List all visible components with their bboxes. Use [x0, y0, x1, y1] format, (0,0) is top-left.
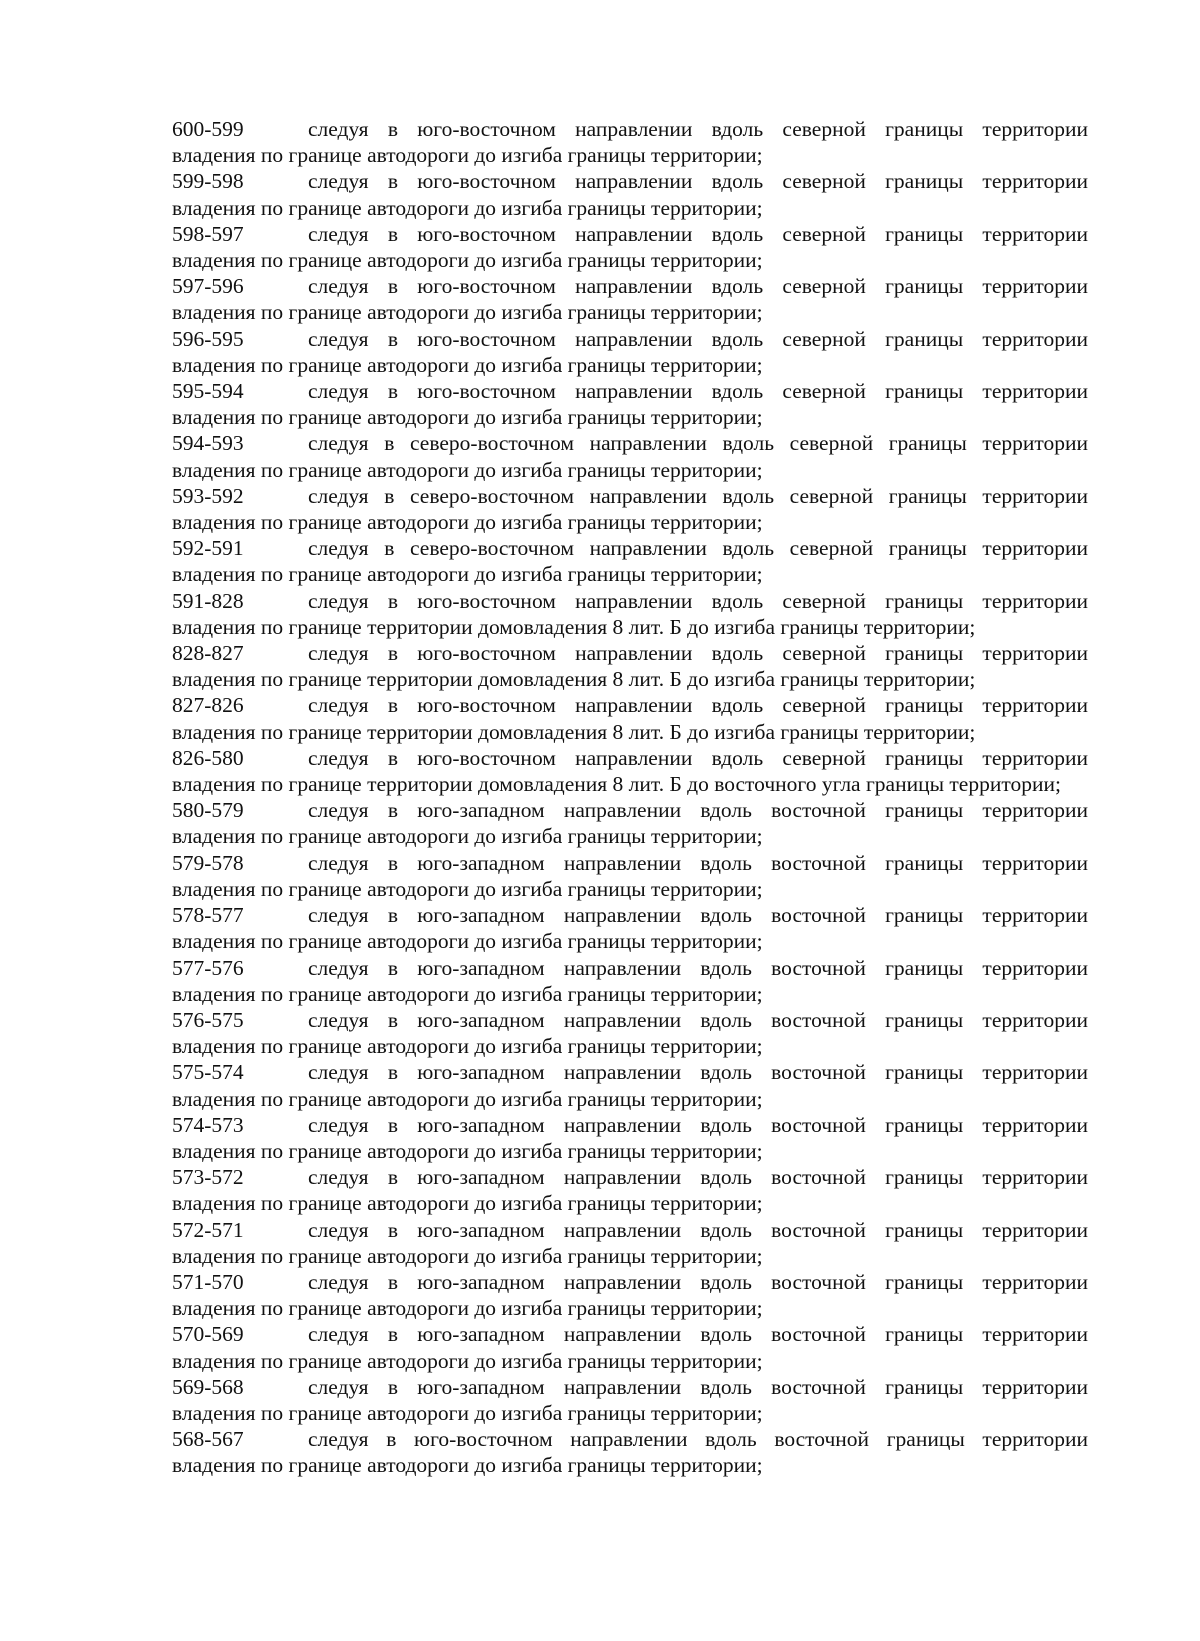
segment-description-rest: владения по границе автодороги до изгиба границы территории; [172, 981, 763, 1006]
boundary-entry-14 [172, 850, 1088, 902]
segment-code: 580-579 [172, 798, 244, 823]
segment-code: 593-592 [172, 483, 244, 508]
segment-code: 595-594 [172, 379, 244, 404]
segment-description-lead: следуя в юго-западном направлении вдоль восточной границы территории [308, 850, 1088, 875]
segment-description-lead: следуя в юго-западном направлении вдоль восточной границы территории [308, 1269, 1088, 1294]
boundary-entry-11 [172, 692, 1088, 744]
segment-code: 574-573 [172, 1112, 244, 1137]
segment-description-rest: владения по границе территории домовладения 8 лит. Б до изгиба границы территории; [172, 667, 976, 692]
segment-description-rest: владения по границе автодороги до изгиба границы территории; [172, 248, 763, 273]
boundary-entry-4 [172, 326, 1088, 378]
boundary-entry-25 [172, 1426, 1088, 1478]
segment-code: 598-597 [172, 221, 244, 246]
boundary-entry-21 [172, 1217, 1088, 1269]
boundary-entry-5 [172, 378, 1088, 430]
boundary-entry-6 [172, 430, 1088, 482]
segment-description-rest: владения по границе автодороги до изгиба границы территории; [172, 1400, 763, 1425]
segment-description-lead: следуя в северо-восточном направлении вдоль северной границы территории [308, 431, 1088, 456]
boundary-entry-13 [172, 797, 1088, 849]
segment-description-lead: следуя в юго-западном направлении вдоль восточной границы территории [308, 798, 1088, 823]
segment-description-rest: владения по границе автодороги до изгиба границы территории; [172, 352, 763, 377]
segment-description-lead: следуя в юго-западном направлении вдоль восточной границы территории [308, 1007, 1088, 1032]
segment-description-rest: владения по границе автодороги до изгиба границы территории; [172, 929, 763, 954]
segment-description-rest: владения по границе автодороги до изгиба границы территории; [172, 562, 763, 587]
segment-description-rest: владения по границе автодороги до изгиба границы территории; [172, 300, 763, 325]
segment-description-rest: владения по границе автодороги до изгиба границы территории; [172, 824, 763, 849]
segment-description-rest: владения по границе автодороги до изгиба границы территории; [172, 1296, 763, 1321]
segment-code: 573-572 [172, 1165, 244, 1190]
boundary-entry-10 [172, 640, 1088, 692]
segment-description-lead: следуя в юго-восточном направлении вдоль восточной границы территории [308, 1427, 1088, 1452]
segment-description-rest: владения по границе автодороги до изгиба границы территории; [172, 876, 763, 901]
segment-code: 578-577 [172, 903, 244, 928]
segment-description-rest: владения по границе автодороги до изгиба границы территории; [172, 510, 763, 535]
segment-description-rest: владения по границе автодороги до изгиба границы территории; [172, 1086, 763, 1111]
boundary-entry-9 [172, 588, 1088, 640]
segment-description-rest: владения по границе автодороги до изгиба границы территории; [172, 1034, 763, 1059]
segment-description-lead: следуя в юго-западном направлении вдоль восточной границы территории [308, 1374, 1088, 1399]
boundary-entry-22 [172, 1269, 1088, 1321]
segment-code: 599-598 [172, 169, 244, 194]
segment-code: 577-576 [172, 955, 244, 980]
segment-code: 579-578 [172, 850, 244, 875]
segment-description-rest: владения по границе автодороги до изгиба границы территории; [172, 1243, 763, 1268]
boundary-entry-16 [172, 955, 1088, 1007]
segment-description-lead: следуя в юго-западном направлении вдоль восточной границы территории [308, 903, 1088, 928]
segment-description-lead: следуя в юго-восточном направлении вдоль северной границы территории [308, 379, 1088, 404]
boundary-entry-2 [172, 221, 1088, 273]
segment-description-rest: владения по границе автодороги до изгиба границы территории; [172, 457, 763, 482]
segment-code: 575-574 [172, 1060, 244, 1085]
segment-code: 828-827 [172, 641, 244, 666]
segment-description-rest: владения по границе автодороги до изгиба границы территории; [172, 1191, 763, 1216]
boundary-entry-19 [172, 1112, 1088, 1164]
segment-description-rest: владения по границе территории домовладения 8 лит. Б до изгиба границы территории; [172, 719, 976, 744]
segment-description-lead: следуя в юго-восточном направлении вдоль северной границы территории [308, 221, 1088, 246]
segment-description-lead: следуя в юго-восточном направлении вдоль северной границы территории [308, 745, 1088, 770]
segment-description-lead: следуя в юго-западном направлении вдоль восточной границы территории [308, 1165, 1088, 1190]
segment-code: 568-567 [172, 1427, 244, 1452]
segment-code: 570-569 [172, 1322, 244, 1347]
boundary-entry-3 [172, 273, 1088, 325]
segment-description-lead: следуя в юго-западном направлении вдоль восточной границы территории [308, 1217, 1088, 1242]
segment-code: 600-599 [172, 117, 244, 141]
boundary-entry-20 [172, 1164, 1088, 1216]
boundary-entry-17 [172, 1007, 1088, 1059]
segment-description-lead: следуя в юго-западном направлении вдоль восточной границы территории [308, 955, 1088, 980]
segment-description-lead: следуя в юго-западном направлении вдоль восточной границы территории [308, 1060, 1088, 1085]
segment-description-rest: владения по границе автодороги до изгиба границы территории; [172, 195, 763, 220]
boundary-entry-7 [172, 483, 1088, 535]
segment-description-lead: следуя в юго-восточном направлении вдоль северной границы территории [308, 117, 1088, 141]
segment-code: 827-826 [172, 693, 244, 718]
boundary-entry-24 [172, 1374, 1088, 1426]
segment-description-rest: владения по границе территории домовладения 8 лит. Б до восточного угла границы территории; [172, 772, 1061, 797]
segment-description-lead: следуя в юго-восточном направлении вдоль северной границы территории [308, 326, 1088, 351]
boundary-entry-23 [172, 1321, 1088, 1373]
segment-description-lead: следуя в юго-западном направлении вдоль восточной границы территории [308, 1322, 1088, 1347]
segment-description-rest: владения по границе автодороги до изгиба границы территории; [172, 405, 763, 430]
boundary-entry-8 [172, 535, 1088, 587]
boundary-entry-15 [172, 902, 1088, 954]
segment-description-lead: следуя в юго-восточном направлении вдоль северной границы территории [308, 588, 1088, 613]
segment-code: 572-571 [172, 1217, 244, 1242]
segment-description-rest: владения по границе автодороги до изгиба границы территории; [172, 1348, 763, 1373]
segment-code: 571-570 [172, 1269, 244, 1294]
segment-description-lead: следуя в юго-западном направлении вдоль восточной границы территории [308, 1112, 1088, 1137]
boundary-entry-12 [172, 745, 1088, 797]
document-page [172, 116, 1088, 1479]
segment-description-lead: следуя в юго-восточном направлении вдоль северной границы территории [308, 693, 1088, 718]
segment-description-lead: следуя в северо-восточном направлении вдоль северной границы территории [308, 483, 1088, 508]
segment-description-rest: владения по границе автодороги до изгиба границы территории; [172, 143, 763, 168]
segment-code: 591-828 [172, 588, 244, 613]
segment-description-lead: следуя в юго-восточном направлении вдоль северной границы территории [308, 274, 1088, 299]
segment-description-rest: владения по границе автодороги до изгиба границы территории; [172, 1138, 763, 1163]
segment-description-lead: следуя в юго-восточном направлении вдоль северной границы территории [308, 641, 1088, 666]
segment-code: 576-575 [172, 1007, 244, 1032]
segment-code: 569-568 [172, 1374, 244, 1399]
boundary-entry-1 [172, 168, 1088, 220]
boundary-entry-18 [172, 1059, 1088, 1111]
segment-description-lead: следуя в северо-восточном направлении вдоль северной границы территории [308, 536, 1088, 561]
segment-code: 596-595 [172, 326, 244, 351]
segment-description-lead: следуя в юго-восточном направлении вдоль северной границы территории [308, 169, 1088, 194]
segment-code: 826-580 [172, 745, 244, 770]
segment-code: 597-596 [172, 274, 244, 299]
segment-code: 592-591 [172, 536, 244, 561]
segment-description-rest: владения по границе территории домовладения 8 лит. Б до изгиба границы территории; [172, 614, 976, 639]
segment-code: 594-593 [172, 431, 244, 456]
segment-description-rest: владения по границе автодороги до изгиба границы территории; [172, 1453, 763, 1478]
boundary-entry-0 [172, 116, 1088, 168]
